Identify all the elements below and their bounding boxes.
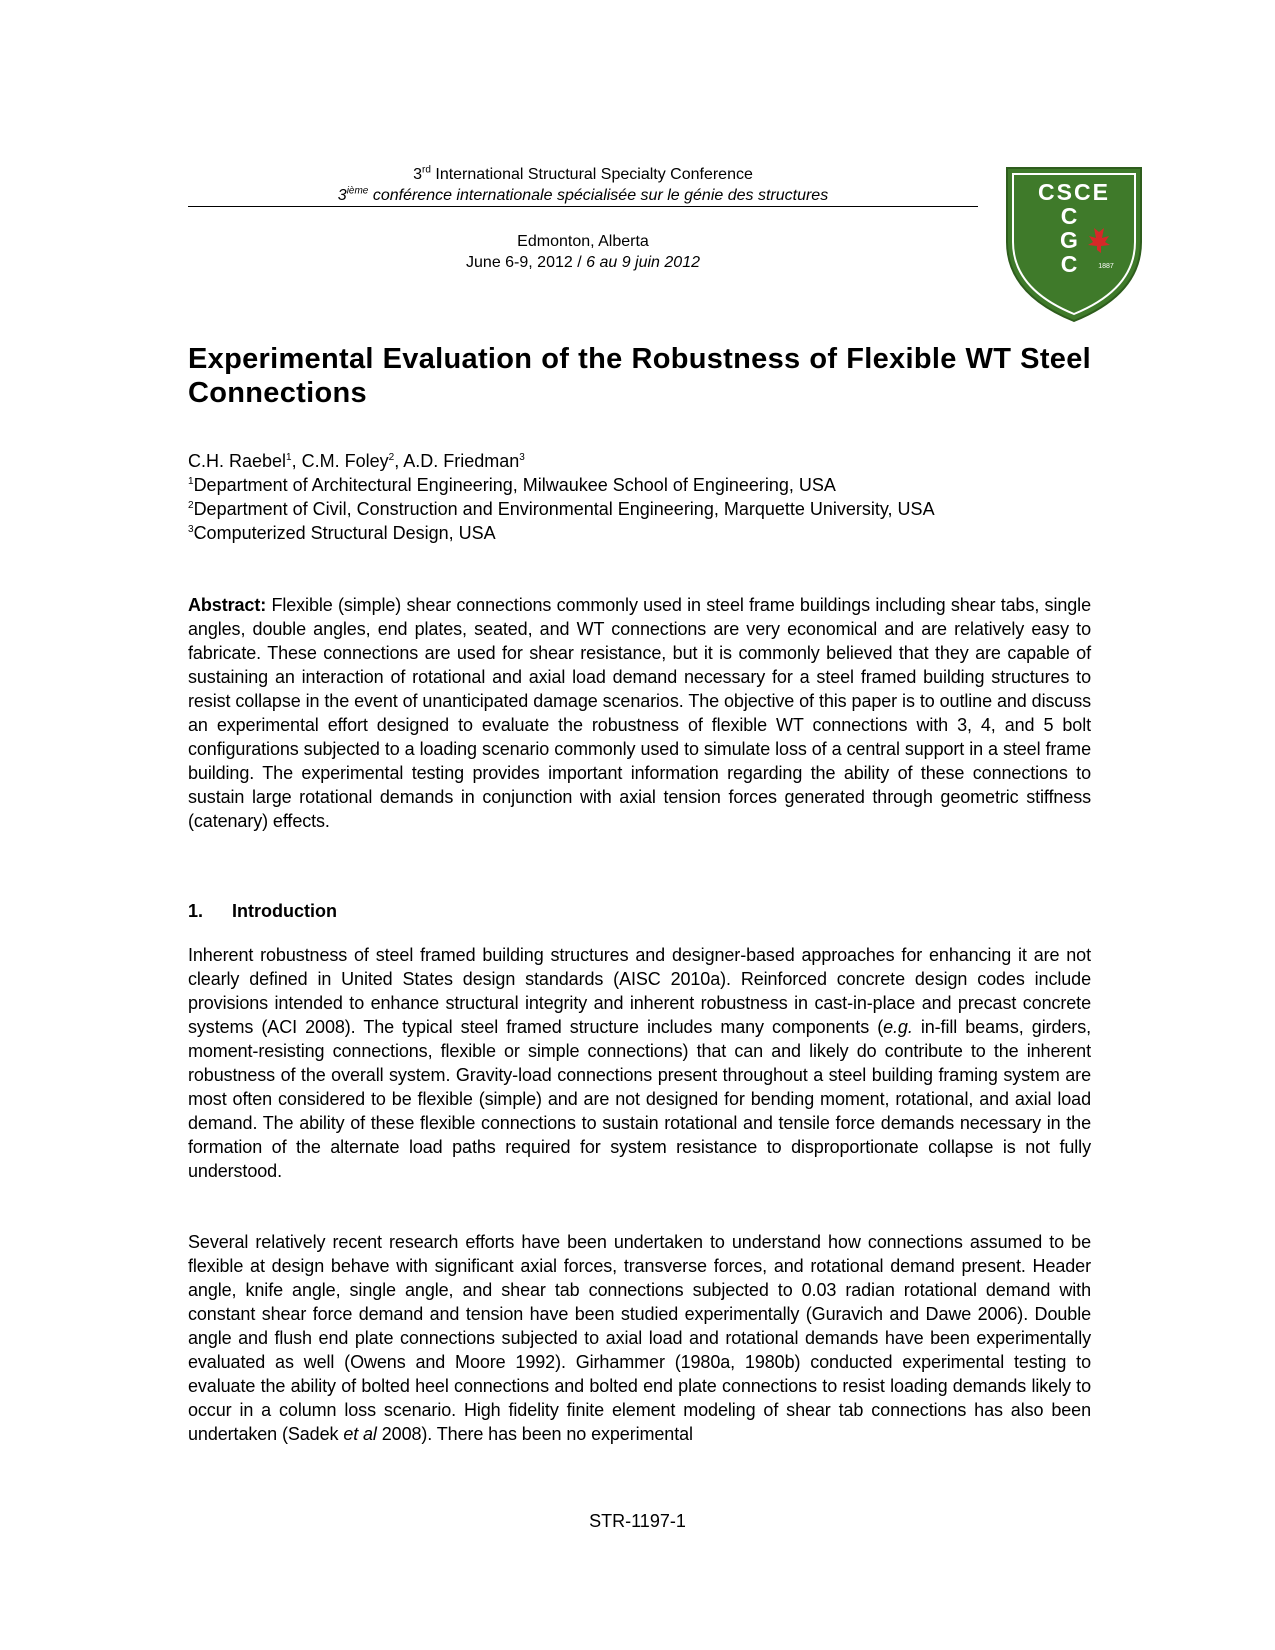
affiliation-1: $^1$Department of Architectural Engineering, Milwaukee School of Engineering, USA xyxy=(188,475,836,495)
logo-year: 1887 xyxy=(1098,263,1114,270)
logo-line-1: CSCE xyxy=(1038,179,1110,205)
conference-location: Edmonton, Alberta xyxy=(517,233,649,250)
abstract: Abstract: Flexible (simple) shear connections commonly used in steel frame buildings including shear tabs, single angles, double angles, end plates, seated, and WT connections are very economical and are relatively easy to fabricate. These connections are used for shear resistance, but it is commonly believed that they are capable of sustaining an interaction of rotational and axial load demand necessary for a steel framed building structures to resist collapse in the event of unanticipated damage scenarios. The objective of this paper is to outline and discuss an experimental effort designed to evaluate the robustness of flexible WT connections with 3, 4, and 5 bolt configurations subjected to a loading scenario commonly used to simulate loss of a central support in a steel frame building. The experimental testing provides important information regarding the ability of these connections to sustain large rotational demands in conjunction with axial tension forces generated through geometric stiffness (catenary) effects. xyxy=(188,595,1091,831)
csce-logo xyxy=(1003,164,1145,324)
author-name: A.D. Friedman xyxy=(403,451,520,471)
intro-paragraph-2: Several relatively recent research efforts have been undertaken to understand how connections assumed to be flexible at design behave with significant axial forces, transverse forces, and rotational demand present. Header angle, knife angle, single angle, and shear tab connections subjected to 0.03 radian rotational demand with constant shear force demand and tension have been studied experimentally (Guravich and Dawe 2006). Double angle and flush end plate connections subjected to axial load and rotational demands have been experimentally evaluated as well (Owens and Moore 1992). Girhammer (1980a, 1980b) conducted experimental testing to evaluate the ability of bolted heel connections and bolted end plate connections to resist loading demands likely to occur in a column loss scenario. High fidelity finite element modeling of shear tab connections has also been undertaken (Sadek et al 2008). There has been no experimental xyxy=(188,1232,1091,1444)
header-rule xyxy=(188,206,978,207)
page-footer-id: STR-1197-1 xyxy=(589,1511,686,1531)
logo-line-3: G xyxy=(1060,227,1078,253)
affiliation-3: $^3$Computerized Structural Design, USA xyxy=(188,523,496,543)
logo-line-4: C xyxy=(1060,251,1078,277)
abstract-label: Abstract: xyxy=(188,595,267,615)
author-name: C.H. Raebel xyxy=(188,451,287,471)
conference-date: June 6-9, 2012 / 6 au 9 juin 2012 xyxy=(466,254,700,271)
author-name: C.M. Foley xyxy=(301,451,389,471)
section-heading: 1. Introduction xyxy=(188,901,337,921)
author-list: C.H. Raebel$^1$, C.M. Foley$^2$, A.D. Friedman$^3$ xyxy=(188,451,525,471)
conference-title-fr: 3ième conférence internationale spécialisée sur le génie des structures xyxy=(337,185,829,204)
conference-title-en: 3rd International Structural Specialty Conference xyxy=(413,164,753,183)
intro-paragraph-1: Inherent robustness of steel framed building structures and designer-based approaches for enhancing it are not clearly defined in United States design standards (AISC 2010a). Reinforced concrete design codes include provisions intended to enhance structural integrity and inherent robustness in cast-in-place and precast concrete systems (ACI 2008). The typical steel framed structure includes many components (e.g. in-fill beams, girders, moment-resisting connections, flexible or simple connections) that can and likely do contribute to the inherent robustness of the overall system. Gravity-load connections present throughout a steel building framing system are most often considered to be flexible (simple) and are not designed for bending moment, rotational, and axial load demand. The ability of these flexible connections to sustain rotational and tensile force demands necessary in the formation of the alternate load paths required for system resistance to disproportionate collapse is not fully understood. xyxy=(188,945,1092,1181)
paper-title: Experimental Evaluation of the Robustness of Flexible WT Steel Connections xyxy=(188,343,1091,409)
logo-line-2: C xyxy=(1060,203,1078,229)
affiliation-2: $^2$Department of Civil, Construction and Environmental Engineering, Marquette University, USA xyxy=(188,499,935,519)
